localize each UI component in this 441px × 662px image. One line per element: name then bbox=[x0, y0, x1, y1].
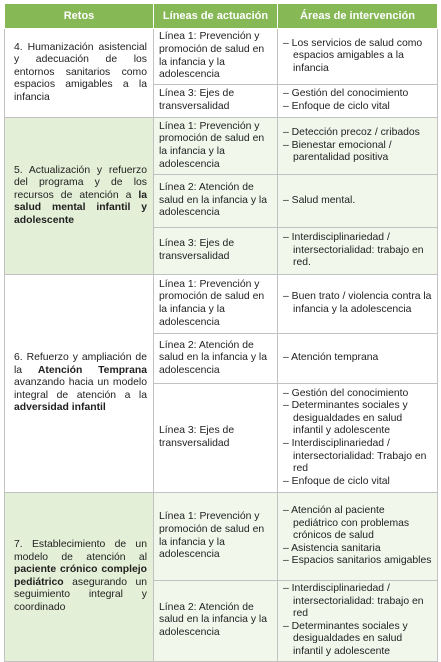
linea-cell: Línea 3: Ejes de transversalidad bbox=[154, 384, 278, 493]
area-cell bbox=[278, 493, 438, 581]
reto-group bbox=[5, 29, 438, 118]
area-item: – Buen trato / violencia contra la infancia y la adolescencia bbox=[283, 291, 432, 315]
header-lineas: Líneas de actuación bbox=[154, 4, 278, 29]
area-item: – Interdisciplinariedad / intersectorialidad: trabajo en red bbox=[283, 583, 424, 620]
linea-cell: Línea 1: Prevención y promoción de salud en la infancia y la adolescencia bbox=[154, 118, 278, 175]
area-item: – Interdisciplinariedad / intersectorialidad: trabajo en red. bbox=[283, 232, 424, 269]
reto-group bbox=[5, 493, 438, 662]
reto-group bbox=[5, 275, 438, 493]
linea-cell: Línea 1: Prevención y promoción de salud en la infancia y la adolescencia bbox=[154, 275, 278, 334]
area-cell bbox=[278, 384, 438, 493]
linea-cell: Línea 2: Atención de salud en la infancia y la adolescencia bbox=[154, 175, 278, 228]
linea-cell: Línea 3: Ejes de transversalidad bbox=[154, 85, 278, 118]
reto-text-bold: la salud mental infantil y adolescente bbox=[14, 189, 147, 226]
table-row bbox=[5, 275, 438, 334]
linea-cell: Línea 2: Atención de salud en la infancia y la adolescencia bbox=[154, 334, 278, 384]
area-cell bbox=[278, 275, 438, 334]
area-item: – Salud mental. bbox=[283, 194, 356, 206]
area-cell bbox=[278, 334, 438, 384]
area-item: – Detección precoz / cribados bbox=[283, 127, 420, 139]
reto-text: 5. Actualización y refuerzo del programa y de los recursos de atención a bbox=[14, 164, 147, 201]
area-item: – Atención temprana bbox=[283, 352, 379, 364]
area-item: – Interdisciplinariedad / intersectorialidad: Trabajo en red bbox=[283, 438, 427, 475]
area-item: – Bienestar emocional / parentalidad positiva bbox=[283, 139, 392, 164]
reto-text-bold: paciente crónico complejo pediátrico bbox=[14, 564, 147, 588]
area-item: – Asistencia sanitaria bbox=[283, 542, 381, 554]
linea-cell: Línea 3: Ejes de transversalidad bbox=[154, 228, 278, 275]
area-item: – Determinantes sociales y desigualdades en salud infantil y adolescente bbox=[283, 620, 408, 657]
area-item: – Gestión del conocimiento bbox=[283, 88, 409, 100]
reto-group bbox=[5, 118, 438, 275]
area-item: – Atención al paciente pediátrico con problemas crónicos de salud bbox=[283, 505, 410, 542]
area-item: – Determinantes sociales y desigualdades en salud infantil y adolescente bbox=[283, 400, 408, 437]
reto-cell bbox=[5, 275, 154, 493]
header-row bbox=[5, 4, 438, 29]
area-cell bbox=[278, 29, 438, 85]
reto-text: 7. Establecimiento de un modelo de atención al bbox=[14, 539, 147, 563]
reto-cell bbox=[5, 493, 154, 662]
linea-cell: Línea 1: Prevención y promoción de salud en la infancia y la adolescencia bbox=[154, 493, 278, 581]
area-item: – Enfoque de ciclo vital bbox=[283, 101, 390, 112]
reto-cell bbox=[5, 29, 154, 118]
reto-text: asegurando un seguimiento integral y coordinado bbox=[14, 576, 147, 613]
area-item: – Espacios sanitarios amigables bbox=[283, 555, 432, 567]
area-cell bbox=[278, 228, 438, 275]
header-areas: Áreas de intervención bbox=[278, 4, 438, 29]
table-row bbox=[5, 29, 438, 85]
reto-cell bbox=[5, 118, 154, 275]
retos-table bbox=[4, 3, 438, 662]
linea-cell: Línea 1: Prevención y promoción de salud en la infancia y la adolescencia bbox=[154, 29, 278, 85]
area-cell bbox=[278, 118, 438, 175]
header-retos: Retos bbox=[5, 4, 154, 29]
table-row bbox=[5, 118, 438, 175]
reto-text-bold: Atención Temprana bbox=[37, 364, 147, 376]
linea-cell: Línea 2: Atención de salud en la infancia y la adolescencia bbox=[154, 581, 278, 662]
table-row bbox=[5, 493, 438, 581]
area-cell bbox=[278, 175, 438, 228]
area-cell bbox=[278, 85, 438, 118]
reto-text: avanzando hacia un modelo integral de atención a la bbox=[14, 377, 147, 401]
reto-text: 6. Refuerzo y ampliación de la bbox=[14, 352, 147, 376]
reto-text: 4. Humanización asistencial y adecuación de los entornos sanitarios como espacios amigables a la infancia bbox=[14, 41, 147, 103]
area-item: – Los servicios de salud como espacios amigables a la infancia bbox=[283, 37, 423, 74]
area-cell bbox=[278, 581, 438, 662]
reto-text-bold: adversidad infantil bbox=[14, 402, 106, 414]
area-item: – Enfoque de ciclo vital bbox=[283, 475, 390, 487]
area-item: – Gestión del conocimiento bbox=[283, 387, 409, 399]
